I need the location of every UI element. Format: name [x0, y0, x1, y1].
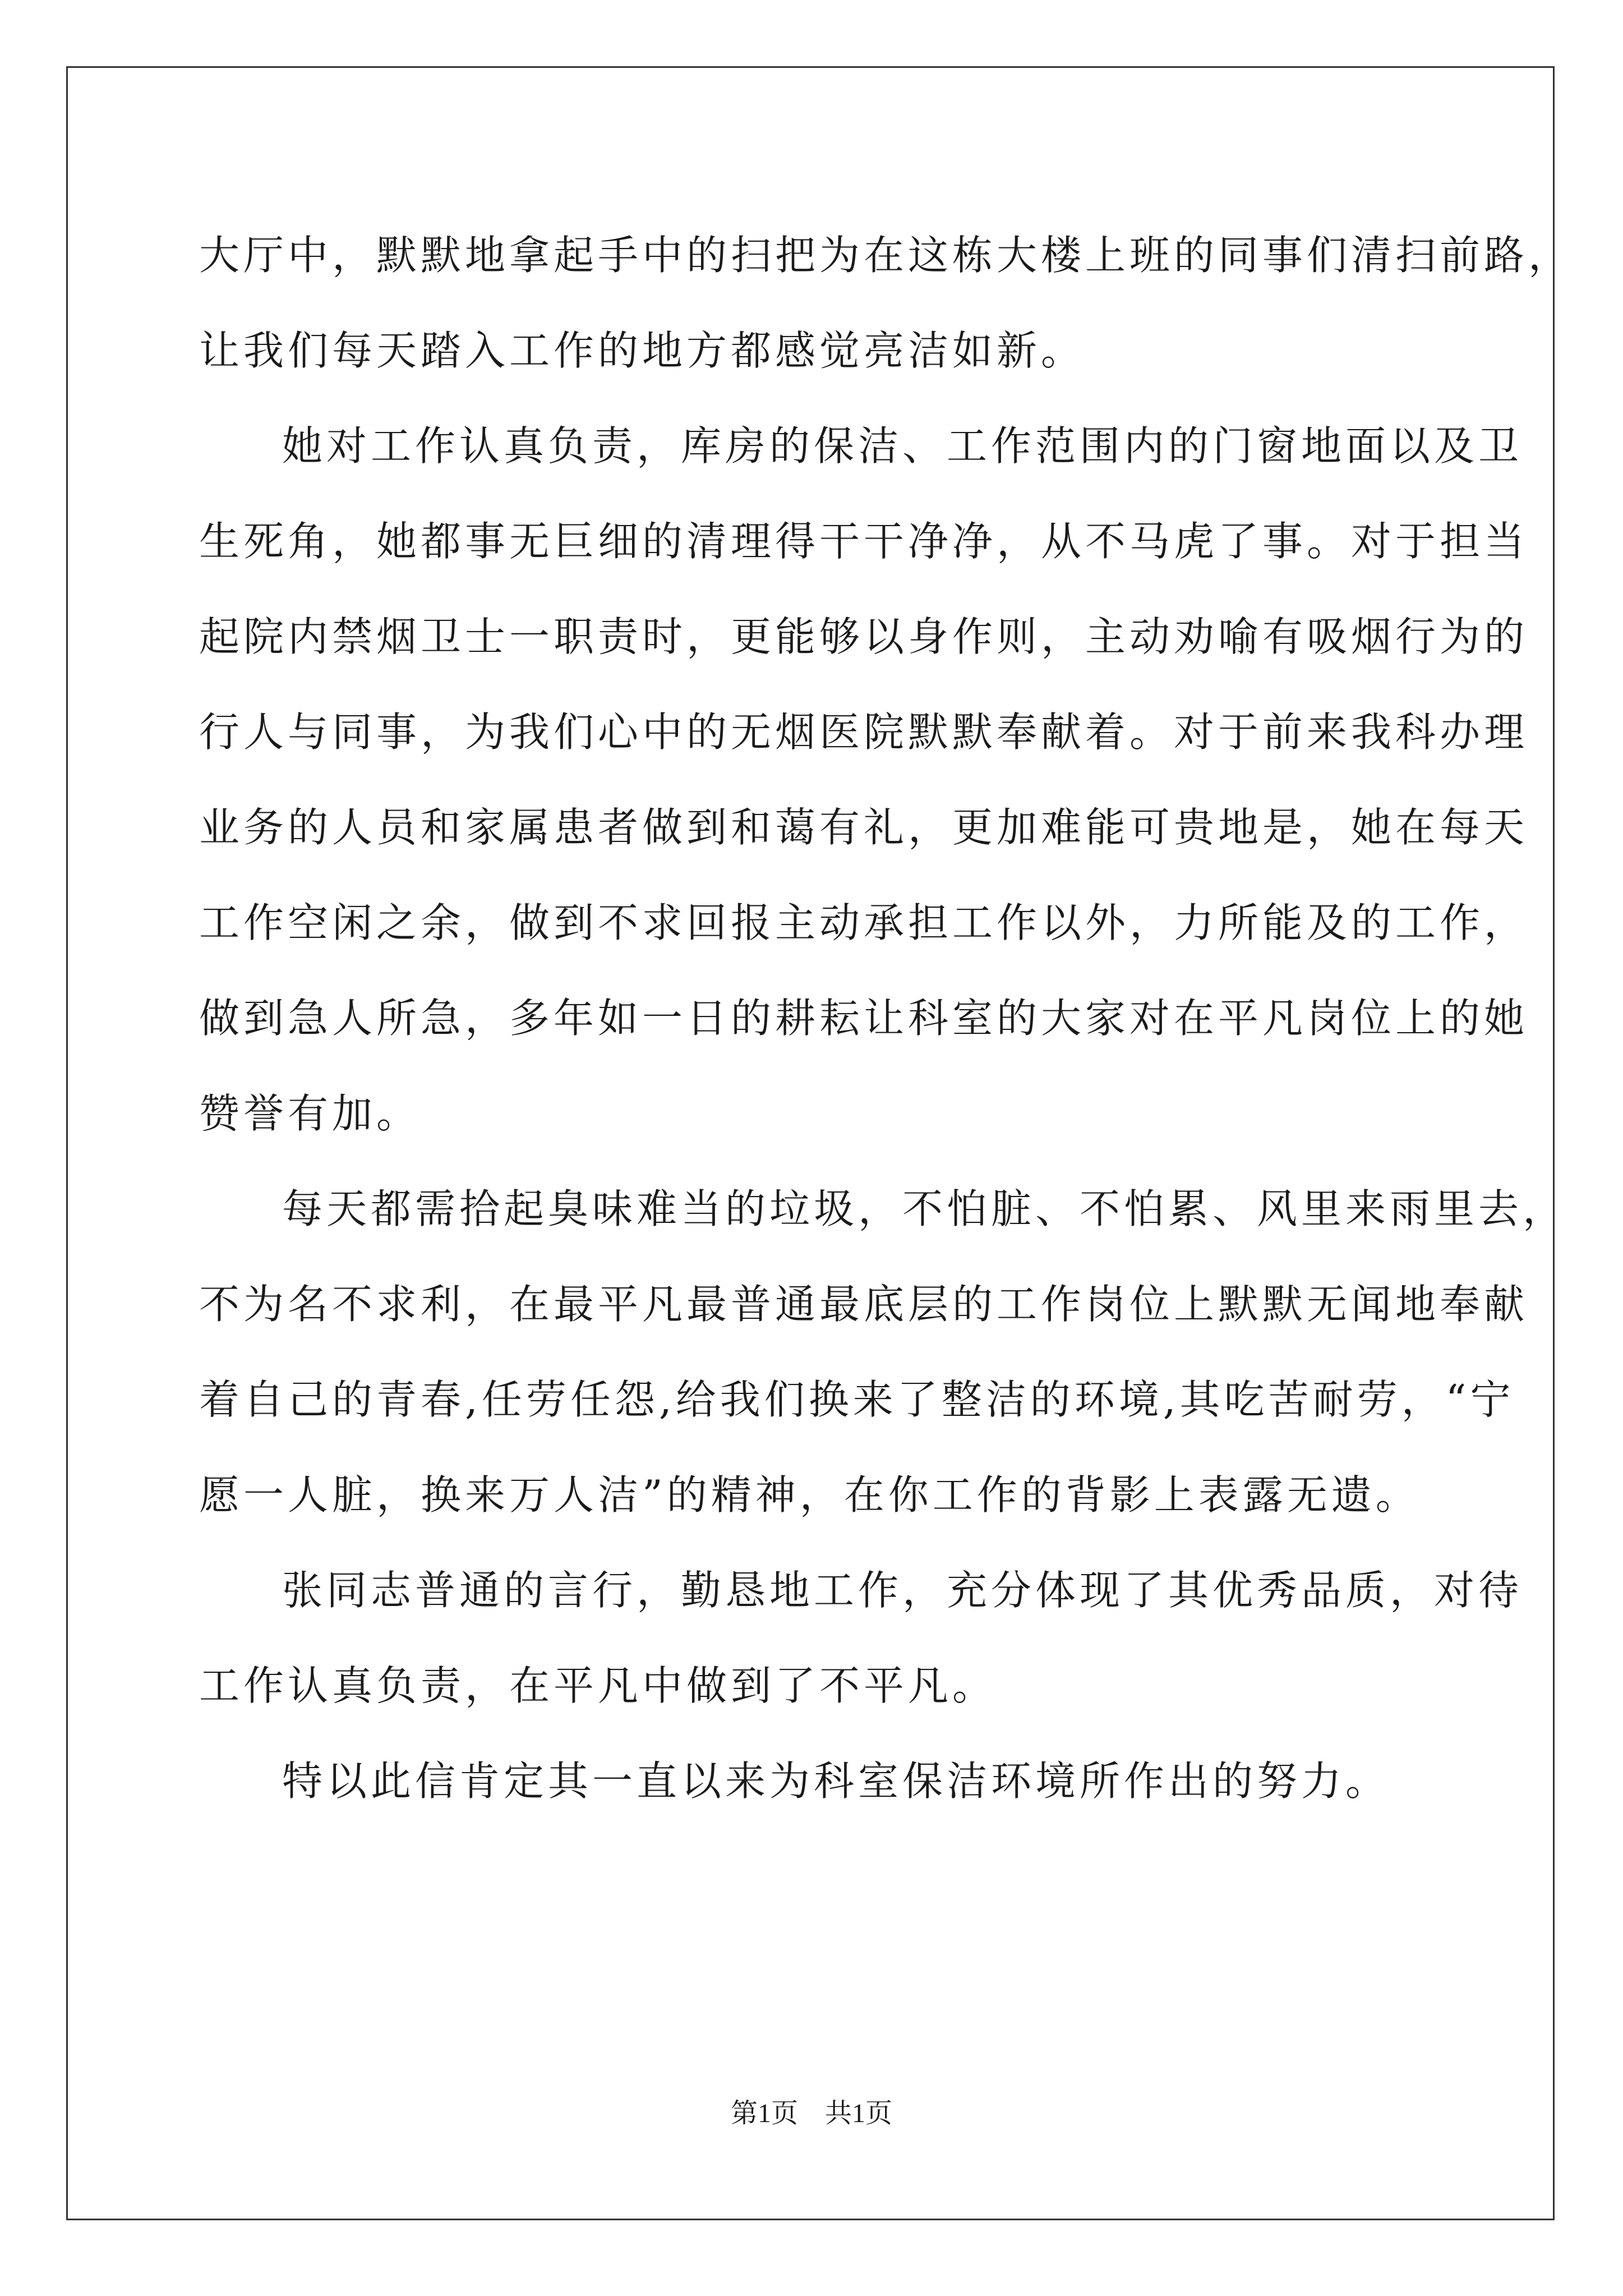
text-line: 大厅中，默默地拿起手中的扫把为在这栋大楼上班的同事们清扫前路， [199, 232, 1573, 279]
text-line: 生死角，她都事无巨细的清理得干干净净，从不马虎了事。对于担当 [199, 518, 1529, 565]
text-line: 起院内禁烟卫士一职责时，更能够以身作则，主动劝喻有吸烟行为的 [199, 613, 1529, 660]
page-number-footer: 第1页 共1页 [730, 2099, 892, 2128]
text-line: 她对工作认真负责，库房的保洁、工作范围内的门窗地面以及卫 [282, 422, 1523, 470]
text-line: 不为名不求利，在最平凡最普通最底层的工作岗位上默默无闻地奉献 [199, 1281, 1529, 1328]
text-line: 张同志普通的言行，勤恳地工作，充分体现了其优秀品质，对待 [282, 1567, 1523, 1614]
text-line: 让我们每天踏入工作的地方都感觉亮洁如新。 [199, 327, 1086, 374]
text-line: 工作认真负责，在平凡中做到了不平凡。 [199, 1662, 997, 1709]
text-line: 着自己的青春,任劳任怨,给我们换来了整洁的环境,其吃苦耐劳，“宁 [199, 1376, 1515, 1423]
text-line: 每天都需拾起臭味难当的垃圾，不怕脏、不怕累、风里来雨里去， [282, 1185, 1567, 1232]
text-line: 赞誉有加。 [199, 1090, 421, 1137]
document-body [199, 208, 1573, 1829]
text-line: 行人与同事，为我们心中的无烟医院默默奉献着。对于前来我科办理 [199, 708, 1529, 756]
text-line: 业务的人员和家属患者做到和蔼有礼，更加难能可贵地是，她在每天 [199, 804, 1529, 851]
text-line: 特以此信肯定其一直以来为科室保洁环境所作出的努力。 [282, 1757, 1390, 1805]
text-line: 工作空闲之余，做到不求回报主动承担工作以外，力所能及的工作， [199, 899, 1529, 946]
text-line: 做到急人所急，多年如一日的耕耘让科室的大家对在平凡岗位上的她 [199, 995, 1529, 1042]
text-line: 愿一人脏，换来万人洁”的精神，在你工作的背影上表露无遗。 [199, 1471, 1420, 1519]
